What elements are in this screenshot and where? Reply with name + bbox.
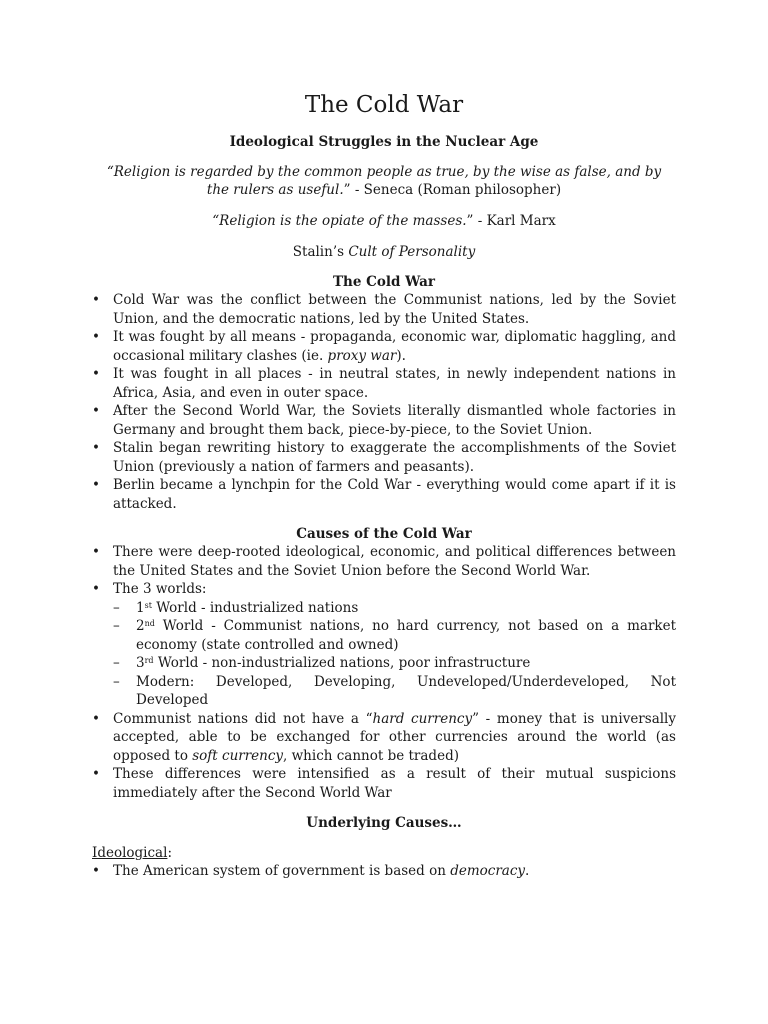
list-item-text: Communist nations did not have a “ (113, 710, 373, 727)
bullet-marker: • (92, 581, 100, 597)
world-text: World - Communist nations, no hard currency, not based on a market economy (state controlled and owned) (136, 618, 676, 653)
list-item-text: Cold War was the conflict between the Communist nations, led by the Soviet Union, and the democratic nations, led by the United States. (113, 292, 676, 327)
world-text: World - industrialized nations (151, 599, 359, 616)
list-item-text: It was fought in all places - in neutral states, in newly independent nations in Africa, Asia, and even in outer space. (113, 366, 676, 401)
marx-quote-text: “Religion is the opiate of the masses. (212, 213, 467, 229)
list-item-text: Berlin became a lynchpin for the Cold War - everything would come apart if it is attacked. (113, 477, 676, 512)
bullet-marker: • (92, 544, 100, 560)
list-item (92, 439, 676, 476)
list-item (92, 328, 676, 365)
sub-list-item (92, 673, 676, 710)
list-item-text: The 3 worlds: (113, 581, 207, 597)
bullet-marker: • (92, 477, 100, 493)
list-item (92, 291, 676, 328)
ideological-label-text: Ideological (92, 845, 168, 861)
bullet-marker: • (92, 403, 100, 419)
world-ordinal: rd (144, 656, 154, 665)
world-ordinal: nd (144, 619, 155, 628)
bullet-marker: • (92, 366, 100, 382)
ideological-list (92, 862, 676, 881)
proxy-war-term: proxy war (327, 347, 397, 364)
list-item (92, 476, 676, 513)
hard-currency-term: hard currency (372, 710, 473, 727)
page-subtitle: Ideological Struggles in the Nuclear Age (229, 134, 539, 150)
list-item (92, 862, 676, 881)
section-heading-underlying: Underlying Causes… (306, 815, 462, 831)
list-item-text-end: , which cannot be traded) (283, 747, 459, 764)
bullet-marker: • (92, 292, 100, 308)
world-number: 3 (136, 655, 145, 671)
list-item-text: Stalin began rewriting history to exaggerate the accomplishments of the Soviet Union (previously a nation of farmers and peasants). (113, 440, 676, 475)
page-title: The Cold War (304, 92, 464, 118)
list-item (92, 543, 676, 580)
list-item-text: There were deep-rooted ideological, economic, and political differences between the United States and the Soviet Union before the Second World War. (113, 544, 676, 579)
stalin-prefix: Stalin’s (292, 244, 349, 260)
marx-attribution: ” - Karl Marx (466, 213, 556, 229)
dash-marker: – (113, 599, 120, 616)
sub-list-item (92, 617, 676, 654)
list-item (92, 765, 676, 802)
section-heading-causes: Causes of the Cold War (296, 526, 472, 542)
soft-currency-term: soft currency (192, 747, 284, 764)
list-item-text-mid: ” - money that is universally accepted, able to be exchanged for other currencies around the world (as opposed to (113, 710, 677, 764)
bullet-marker: • (92, 863, 100, 879)
dash-marker: – (113, 655, 120, 671)
list-item-text-end: ). (396, 347, 406, 364)
list-item (92, 580, 676, 599)
world-text: World - non-industrialized nations, poor infrastructure (153, 655, 531, 671)
section-heading-cold-war: The Cold War (332, 274, 435, 290)
world-number: 2 (136, 618, 145, 634)
cold-war-list (92, 291, 676, 513)
ideological-colon: : (167, 845, 172, 861)
marx-quote (92, 212, 676, 230)
list-item (92, 402, 676, 439)
dash-marker: – (113, 673, 120, 690)
stalin-line (92, 243, 676, 261)
seneca-attribution: ” - Seneca (Roman philosopher) (343, 182, 562, 198)
world-ordinal: st (144, 600, 152, 610)
causes-list (92, 543, 676, 802)
list-item-text-end: . (525, 863, 530, 879)
world-number: 1 (136, 599, 145, 616)
bullet-marker: • (92, 329, 100, 345)
seneca-quote (92, 163, 676, 199)
list-item (92, 365, 676, 402)
sub-list-item (92, 654, 676, 673)
democracy-term: democracy (450, 863, 526, 879)
list-item-text: After the Second World War, the Soviets literally dismantled whole factories in Germany and brought them back, piece-by-piece, to the Soviet Union. (113, 403, 676, 438)
modern-text: Modern: Developed, Developing, Undeveloped/Underdeveloped, Not Developed (136, 673, 676, 708)
ideological-label (92, 844, 676, 862)
bullet-marker: • (92, 766, 100, 782)
list-item-text: These differences were intensified as a result of their mutual suspicions immediately after the Second World War (113, 766, 676, 801)
seneca-quote-text: “Religion is regarded by the common people as true, by the wise as false, and by the rulers as useful. (106, 164, 662, 198)
bullet-marker: • (92, 710, 100, 727)
dash-marker: – (113, 618, 120, 634)
cult-of-personality: Cult of Personality (348, 244, 476, 260)
list-item-text: It was fought by all means - propaganda, economic war, diplomatic haggling, and occasional military clashes (ie. (113, 329, 676, 364)
bullet-marker: • (92, 440, 100, 456)
list-item (92, 710, 676, 766)
list-item-text: The American system of government is based on (113, 863, 451, 879)
sub-list-item (92, 599, 676, 618)
